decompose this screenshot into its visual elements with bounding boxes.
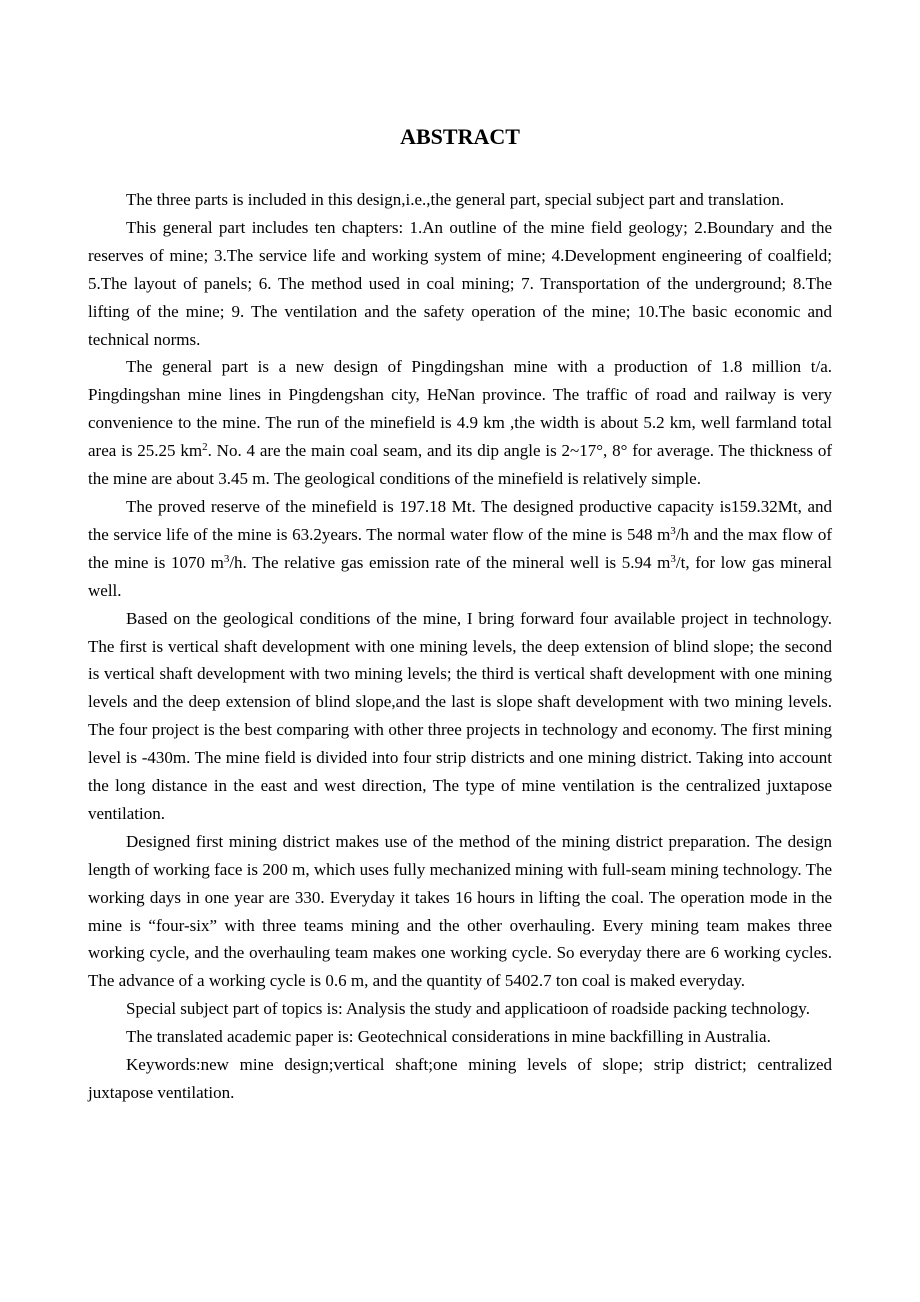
text-segment: /h and the max flow of the mine is 1070 m bbox=[88, 524, 832, 572]
paragraph-mine-description bbox=[88, 353, 832, 493]
abstract-body bbox=[88, 186, 832, 1107]
superscript: 3 bbox=[670, 524, 676, 537]
paragraph-overview: The three parts is included in this design,i.e.,the general part, special subject part and translation. bbox=[126, 190, 785, 209]
superscript: 3 bbox=[223, 552, 230, 565]
paragraph-keywords: Keywords:new mine design;vertical shaft;one mining levels of slope; strip district; centralized juxtapose ventilation. bbox=[88, 1055, 832, 1102]
text-segment: The general part is a new design of Pingdingshan mine with a production of 1.8 million t/a. Pingdingshan mine lines in Pingdengshan city, HeNan province. The traffic of road and railway is very convenience to the mine. The run of the minefield is 4.9 km ,the width is about 5.2 km, well farmland total area is 25.25 km bbox=[88, 357, 832, 461]
superscript: 2 bbox=[202, 441, 208, 454]
text-segment: /h. The relative gas emission rate of the mineral well is 5.94 m bbox=[229, 552, 671, 572]
page-title: ABSTRACT bbox=[400, 124, 520, 149]
paragraph-translation: The translated academic paper is: Geotechnical considerations in mine backfilling in Australia. bbox=[126, 1027, 771, 1047]
text-segment: /t, for low gas mineral well. bbox=[88, 552, 833, 600]
paragraph-special-subject: Special subject part of topics is: Analysis the study and applicatioon of roadside packing technology. bbox=[126, 999, 810, 1019]
text-segment: . No. 4 are the main coal seam, and its dip angle is 2~17°, 8° for average. The thickness of the mine are about 3.45 m. The geological conditions of the minefield is relatively simple. bbox=[88, 441, 833, 489]
paragraph-development-projects: Based on the geological conditions of the mine, I bring forward four available project in technology. The first is vertical shaft development with one mining levels, the deep extension of blind slope; the second is vertical shaft development with two mining levels; the third is vertical shaft development with one mining levels and the deep extension of blind slope,and the last is slope shaft development with two mining levels. The four project is the best comparing with other three projects in technology and economy. The first mining level is -430m. The mine field is divided into four strip districts and one mining district. Taking into account the long distance in the east and west direction, The type of mine ventilation is the centralized juxtapose ventilation. bbox=[88, 608, 832, 823]
paragraph-general-part-chapters: This general part includes ten chapters: 1.An outline of the mine field geology; 2.Boundary and the reserves of mine; 3.The service life and working system of mine; 4.Development engineering of coalfield; 5.The layout of panels; 6. The method used in coal mining; 7. Transportation of the underground; 8.The lifting of the mine; 9. The ventilation and the safety operation of the mine; 10.The basic economic and technical norms. bbox=[88, 217, 832, 349]
paragraph-reserves bbox=[88, 493, 832, 605]
text-segment: The proved reserve of the minefield is 197.18 Mt. The designed productive capacity is159.32Mt, and the service life of the mine is 63.2years. The normal water flow of the mine is 548 m bbox=[88, 496, 832, 544]
superscript: 3 bbox=[670, 552, 676, 565]
paragraph-mining-district: Designed first mining district makes use of the method of the mining district preparation. The design length of working face is 200 m, which uses fully mechanized mining with full-seam mining technology. The working days in one year are 330. Everyday it takes 16 hours in lifting the coal. The operation mode in the mine is “four-six” with three teams mining and the other overhauling. Every mining team makes three working cycle, and the overhauling team makes one working cycle. So everyday there are 6 working cycles. The advance of a working cycle is 0.6 m, and the quantity of 5402.7 ton coal is maked everyday. bbox=[88, 831, 832, 991]
